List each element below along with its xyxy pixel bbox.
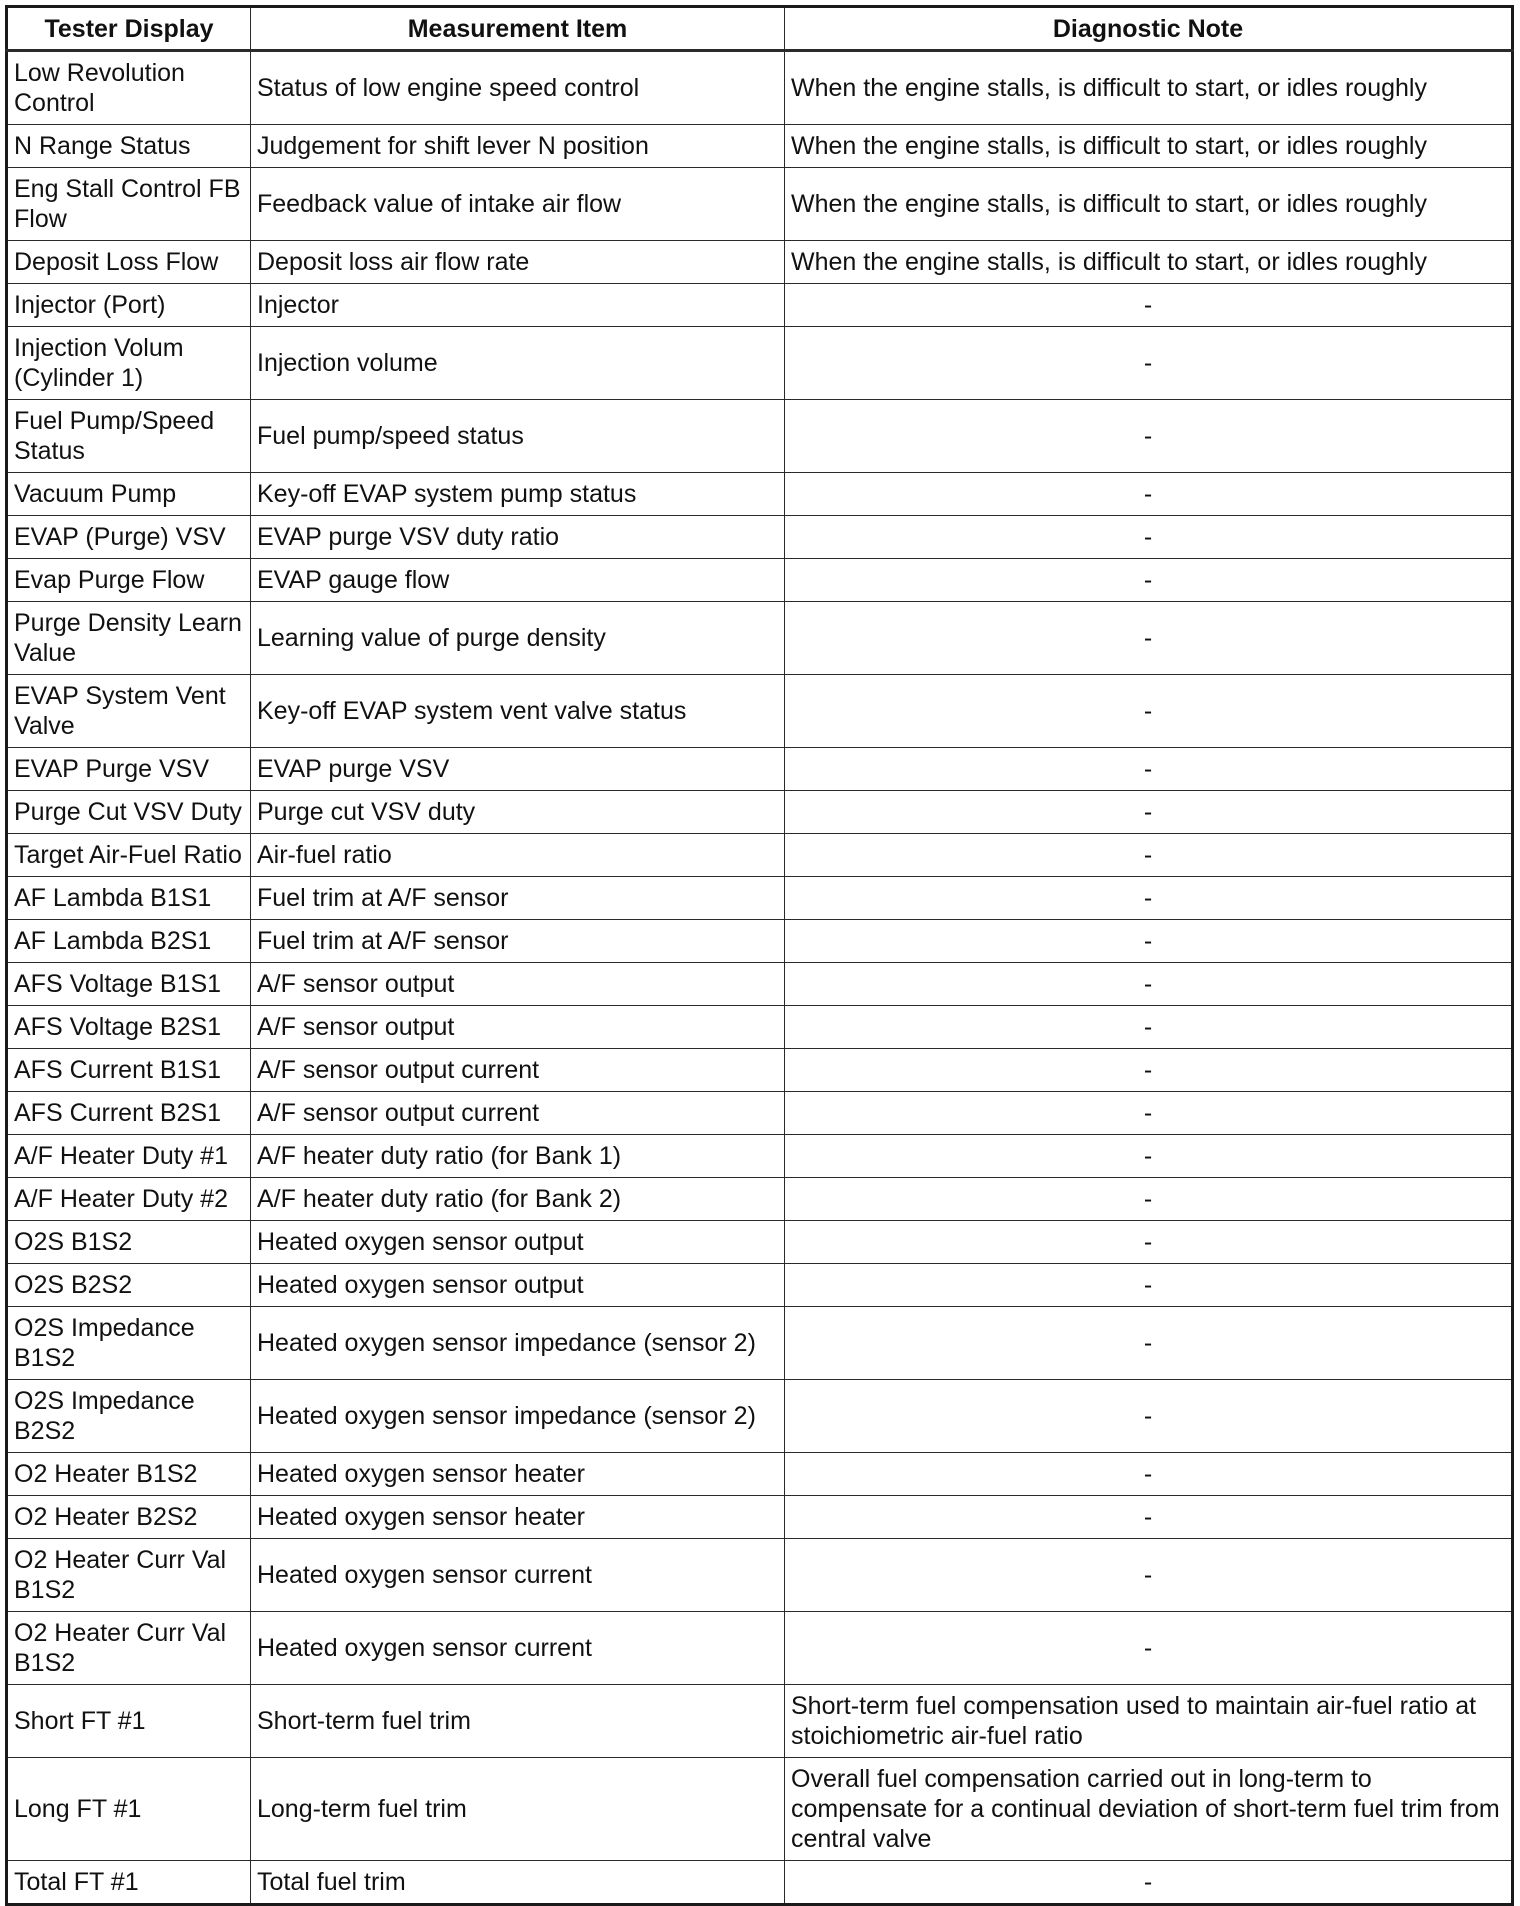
tester-display-cell: Deposit Loss Flow xyxy=(7,241,251,284)
diagnostic-note-cell: - xyxy=(785,1612,1513,1685)
table-row xyxy=(7,920,1513,963)
table-row xyxy=(7,963,1513,1006)
diagnostic-note-cell: - xyxy=(785,963,1513,1006)
tester-display-cell: O2S Impedance B1S2 xyxy=(7,1307,251,1380)
diagnostic-note-cell: - xyxy=(785,834,1513,877)
measurement-item-cell: Heated oxygen sensor impedance (sensor 2) xyxy=(251,1380,785,1453)
table-row xyxy=(7,1380,1513,1453)
measurement-item-cell: A/F sensor output xyxy=(251,963,785,1006)
tester-display-cell: Purge Cut VSV Duty xyxy=(7,791,251,834)
diagnostic-note-cell: - xyxy=(785,1006,1513,1049)
table-row xyxy=(7,877,1513,920)
header-tester-display: Tester Display xyxy=(7,7,251,51)
measurement-item-cell: Judgement for shift lever N position xyxy=(251,125,785,168)
diagnostic-note-cell: When the engine stalls, is difficult to start, or idles roughly xyxy=(785,241,1513,284)
table-row xyxy=(7,1135,1513,1178)
diagnostic-note-cell: - xyxy=(785,473,1513,516)
diagnostic-note-cell: - xyxy=(785,559,1513,602)
diagnostic-note-cell: When the engine stalls, is difficult to start, or idles roughly xyxy=(785,125,1513,168)
table-row xyxy=(7,1092,1513,1135)
tester-display-cell: AFS Current B2S1 xyxy=(7,1092,251,1135)
tester-display-cell: AFS Voltage B2S1 xyxy=(7,1006,251,1049)
table-row xyxy=(7,1221,1513,1264)
measurement-item-cell: A/F heater duty ratio (for Bank 2) xyxy=(251,1178,785,1221)
measurement-item-cell: Heated oxygen sensor heater xyxy=(251,1496,785,1539)
measurement-item-cell: Heated oxygen sensor impedance (sensor 2) xyxy=(251,1307,785,1380)
table-row xyxy=(7,602,1513,675)
table-row xyxy=(7,1758,1513,1861)
diagnostic-note-cell: - xyxy=(785,1135,1513,1178)
measurement-item-cell: Air-fuel ratio xyxy=(251,834,785,877)
tester-display-cell: Fuel Pump/Speed Status xyxy=(7,400,251,473)
tester-display-cell: N Range Status xyxy=(7,125,251,168)
table-row xyxy=(7,400,1513,473)
spec-table-sheet xyxy=(5,5,1514,1906)
diagnostic-note-cell: - xyxy=(785,1861,1513,1905)
tester-display-cell: EVAP System Vent Valve xyxy=(7,675,251,748)
tester-display-cell: O2 Heater B1S2 xyxy=(7,1453,251,1496)
data-list-table xyxy=(5,5,1514,1906)
header-diagnostic-note: Diagnostic Note xyxy=(785,7,1513,51)
table-header-row xyxy=(7,7,1513,51)
measurement-item-cell: Heated oxygen sensor current xyxy=(251,1612,785,1685)
diagnostic-note-cell: - xyxy=(785,602,1513,675)
table-row xyxy=(7,834,1513,877)
tester-display-cell: Injector (Port) xyxy=(7,284,251,327)
table-row xyxy=(7,1496,1513,1539)
diagnostic-note-cell: Short-term fuel compensation used to maintain air-fuel ratio at stoichiometric air-fuel ratio xyxy=(785,1685,1513,1758)
measurement-item-cell: EVAP gauge flow xyxy=(251,559,785,602)
tester-display-cell: O2 Heater Curr Val B1S2 xyxy=(7,1539,251,1612)
table-row xyxy=(7,125,1513,168)
table-row xyxy=(7,1006,1513,1049)
measurement-item-cell: A/F sensor output current xyxy=(251,1092,785,1135)
diagnostic-note-cell: - xyxy=(785,675,1513,748)
diagnostic-note-cell: - xyxy=(785,1539,1513,1612)
measurement-item-cell: Injection volume xyxy=(251,327,785,400)
measurement-item-cell: Key-off EVAP system vent valve status xyxy=(251,675,785,748)
table-row xyxy=(7,51,1513,125)
diagnostic-note-cell: - xyxy=(785,791,1513,834)
tester-display-cell: O2S B1S2 xyxy=(7,1221,251,1264)
tester-display-cell: Eng Stall Control FB Flow xyxy=(7,168,251,241)
tester-display-cell: Target Air-Fuel Ratio xyxy=(7,834,251,877)
tester-display-cell: Evap Purge Flow xyxy=(7,559,251,602)
table-row xyxy=(7,748,1513,791)
measurement-item-cell: Injector xyxy=(251,284,785,327)
measurement-item-cell: Purge cut VSV duty xyxy=(251,791,785,834)
table-row xyxy=(7,791,1513,834)
table-row xyxy=(7,473,1513,516)
table-row xyxy=(7,516,1513,559)
tester-display-cell: O2S B2S2 xyxy=(7,1264,251,1307)
measurement-item-cell: Long-term fuel trim xyxy=(251,1758,785,1861)
diagnostic-note-cell: - xyxy=(785,327,1513,400)
table-row xyxy=(7,241,1513,284)
tester-display-cell: Long FT #1 xyxy=(7,1758,251,1861)
tester-display-cell: O2 Heater B2S2 xyxy=(7,1496,251,1539)
tester-display-cell: Short FT #1 xyxy=(7,1685,251,1758)
diagnostic-note-cell: - xyxy=(785,400,1513,473)
tester-display-cell: EVAP Purge VSV xyxy=(7,748,251,791)
tester-display-cell: O2S Impedance B2S2 xyxy=(7,1380,251,1453)
tester-display-cell: AF Lambda B2S1 xyxy=(7,920,251,963)
diagnostic-note-cell: - xyxy=(785,1380,1513,1453)
tester-display-cell: Purge Density Learn Value xyxy=(7,602,251,675)
table-body xyxy=(7,51,1513,1905)
diagnostic-note-cell: - xyxy=(785,877,1513,920)
tester-display-cell: AF Lambda B1S1 xyxy=(7,877,251,920)
header-measurement-item: Measurement Item xyxy=(251,7,785,51)
tester-display-cell: A/F Heater Duty #1 xyxy=(7,1135,251,1178)
measurement-item-cell: Heated oxygen sensor output xyxy=(251,1221,785,1264)
table-row xyxy=(7,675,1513,748)
table-row xyxy=(7,284,1513,327)
table-row xyxy=(7,1685,1513,1758)
tester-display-cell: Total FT #1 xyxy=(7,1861,251,1905)
measurement-item-cell: Feedback value of intake air flow xyxy=(251,168,785,241)
diagnostic-note-cell: - xyxy=(785,1178,1513,1221)
diagnostic-note-cell: When the engine stalls, is difficult to start, or idles roughly xyxy=(785,168,1513,241)
table-row xyxy=(7,1453,1513,1496)
table-row xyxy=(7,1861,1513,1905)
diagnostic-note-cell: - xyxy=(785,1496,1513,1539)
measurement-item-cell: Heated oxygen sensor output xyxy=(251,1264,785,1307)
table-row xyxy=(7,168,1513,241)
tester-display-cell: Low Revolution Control xyxy=(7,51,251,125)
table-row xyxy=(7,1178,1513,1221)
measurement-item-cell: Heated oxygen sensor current xyxy=(251,1539,785,1612)
tester-display-cell: A/F Heater Duty #2 xyxy=(7,1178,251,1221)
diagnostic-note-cell: - xyxy=(785,284,1513,327)
measurement-item-cell: EVAP purge VSV xyxy=(251,748,785,791)
measurement-item-cell: Deposit loss air flow rate xyxy=(251,241,785,284)
measurement-item-cell: Fuel trim at A/F sensor xyxy=(251,877,785,920)
tester-display-cell: AFS Current B1S1 xyxy=(7,1049,251,1092)
tester-display-cell: AFS Voltage B1S1 xyxy=(7,963,251,1006)
table-row xyxy=(7,559,1513,602)
table-row xyxy=(7,1612,1513,1685)
measurement-item-cell: Fuel pump/speed status xyxy=(251,400,785,473)
diagnostic-note-cell: - xyxy=(785,1453,1513,1496)
measurement-item-cell: Total fuel trim xyxy=(251,1861,785,1905)
tester-display-cell: EVAP (Purge) VSV xyxy=(7,516,251,559)
diagnostic-note-cell: - xyxy=(785,516,1513,559)
diagnostic-note-cell: - xyxy=(785,1307,1513,1380)
measurement-item-cell: A/F sensor output current xyxy=(251,1049,785,1092)
table-row xyxy=(7,1049,1513,1092)
tester-display-cell: Vacuum Pump xyxy=(7,473,251,516)
table-row xyxy=(7,1539,1513,1612)
diagnostic-note-cell: Overall fuel compensation carried out in long-term to compensate for a continual deviation of short-term fuel trim from central valve xyxy=(785,1758,1513,1861)
measurement-item-cell: A/F heater duty ratio (for Bank 1) xyxy=(251,1135,785,1178)
diagnostic-note-cell: When the engine stalls, is difficult to start, or idles roughly xyxy=(785,51,1513,125)
diagnostic-note-cell: - xyxy=(785,1221,1513,1264)
measurement-item-cell: Learning value of purge density xyxy=(251,602,785,675)
diagnostic-note-cell: - xyxy=(785,920,1513,963)
diagnostic-note-cell: - xyxy=(785,1092,1513,1135)
diagnostic-note-cell: - xyxy=(785,748,1513,791)
measurement-item-cell: Fuel trim at A/F sensor xyxy=(251,920,785,963)
measurement-item-cell: Short-term fuel trim xyxy=(251,1685,785,1758)
tester-display-cell: Injection Volum (Cylinder 1) xyxy=(7,327,251,400)
diagnostic-note-cell: - xyxy=(785,1264,1513,1307)
tester-display-cell: O2 Heater Curr Val B1S2 xyxy=(7,1612,251,1685)
measurement-item-cell: A/F sensor output xyxy=(251,1006,785,1049)
measurement-item-cell: EVAP purge VSV duty ratio xyxy=(251,516,785,559)
table-row xyxy=(7,1264,1513,1307)
diagnostic-note-cell: - xyxy=(785,1049,1513,1092)
table-row xyxy=(7,327,1513,400)
measurement-item-cell: Heated oxygen sensor heater xyxy=(251,1453,785,1496)
measurement-item-cell: Status of low engine speed control xyxy=(251,51,785,125)
measurement-item-cell: Key-off EVAP system pump status xyxy=(251,473,785,516)
table-row xyxy=(7,1307,1513,1380)
